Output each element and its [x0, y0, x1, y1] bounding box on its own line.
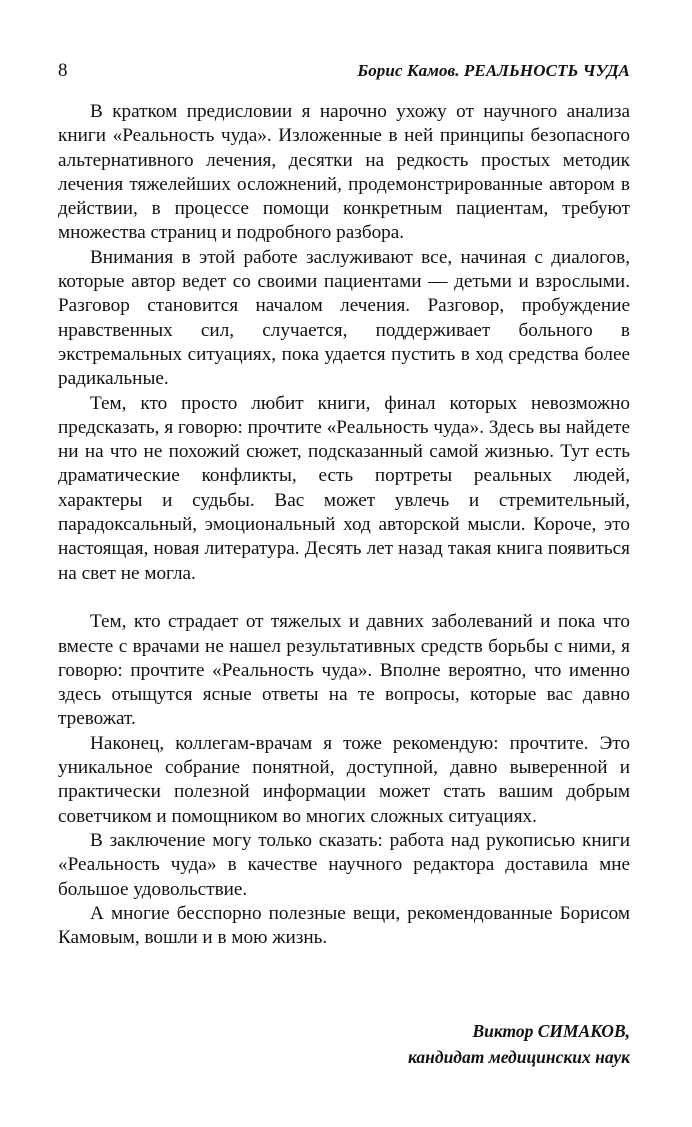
signature-name: Виктор СИМАКОВ, [472, 1021, 630, 1041]
paragraph-1: В кратком предисловии я нарочно ухожу от научного анализа книги «Реальность чуда». Изложенные в ней принципы безопасного альтернативного лечения, десятки на редкость простых методик лечения тяжелейших осложнений, продемонстрированные автором в действии, в процессе помощи конкретным пациентам, требуют множества страниц и подробного разбора. [58, 101, 630, 244]
paragraph-5: Наконец, коллегам-врачам я тоже рекомендую: прочтите. Это уникальное собрание понятной, доступной, давно выверенной и практически полезной информации может стать вашим добрым советчиком и помощником во многих сложных ситуациях. [58, 732, 630, 827]
paragraph-2: Внимания в этой работе заслуживают все, начиная с диалогов, которые автор ведет со своими пациентами — детьми и взрослыми. Разговор становится началом лечения. Разговор, пробуждение нравственных сил, случается, поддерживает больного в экстремальных ситуациях, пока удается пустить в ход средства более радикальные. [58, 246, 630, 390]
paragraph-gap [58, 586, 630, 610]
paragraph-6: В заключение могу только сказать: работа над рукописью книги «Реальность чуда» в качестве научного редактора доставила мне большое удовольствие. [58, 829, 630, 900]
paragraph-7: А многие бесспорно полезные вещи, рекомендованные Борисом Камовым, вошли и в мою жизнь. [58, 902, 630, 949]
running-header: Борис Камов. РЕАЛЬНОСТЬ ЧУДА [357, 61, 630, 80]
page-number: 8 [58, 60, 68, 81]
signature-title: кандидат медицинских наук [407, 1047, 630, 1067]
paragraph-4: Тем, кто страдает от тяжелых и давних заболеваний и пока что вместе с врачами не нашел результативных средств борьбы с ними, я говорю: прочтите «Реальность чуда». Вполне вероятно, что именно здесь отыщутся ясные ответы на те вопросы, которые вас давно тревожат. [58, 611, 630, 730]
body-text [58, 100, 630, 950]
signature-block [408, 1018, 630, 1070]
paragraph-3: Тем, кто просто любит книги, финал которых невозможно предсказать, я говорю: прочтите «Реальность чуда». Здесь вы найдете ни на что не похожий сюжет, подсказанный самой жизнью. Тут есть драматические конфликты, есть портреты реальных людей, характеры и судьбы. Вас может увлечь и стремительный, парадоксальный, эмоциональный ход авторской мысли. Короче, это настоящая, новая литература. Десять лет назад такая книга появиться на свет не могла. [58, 392, 630, 584]
